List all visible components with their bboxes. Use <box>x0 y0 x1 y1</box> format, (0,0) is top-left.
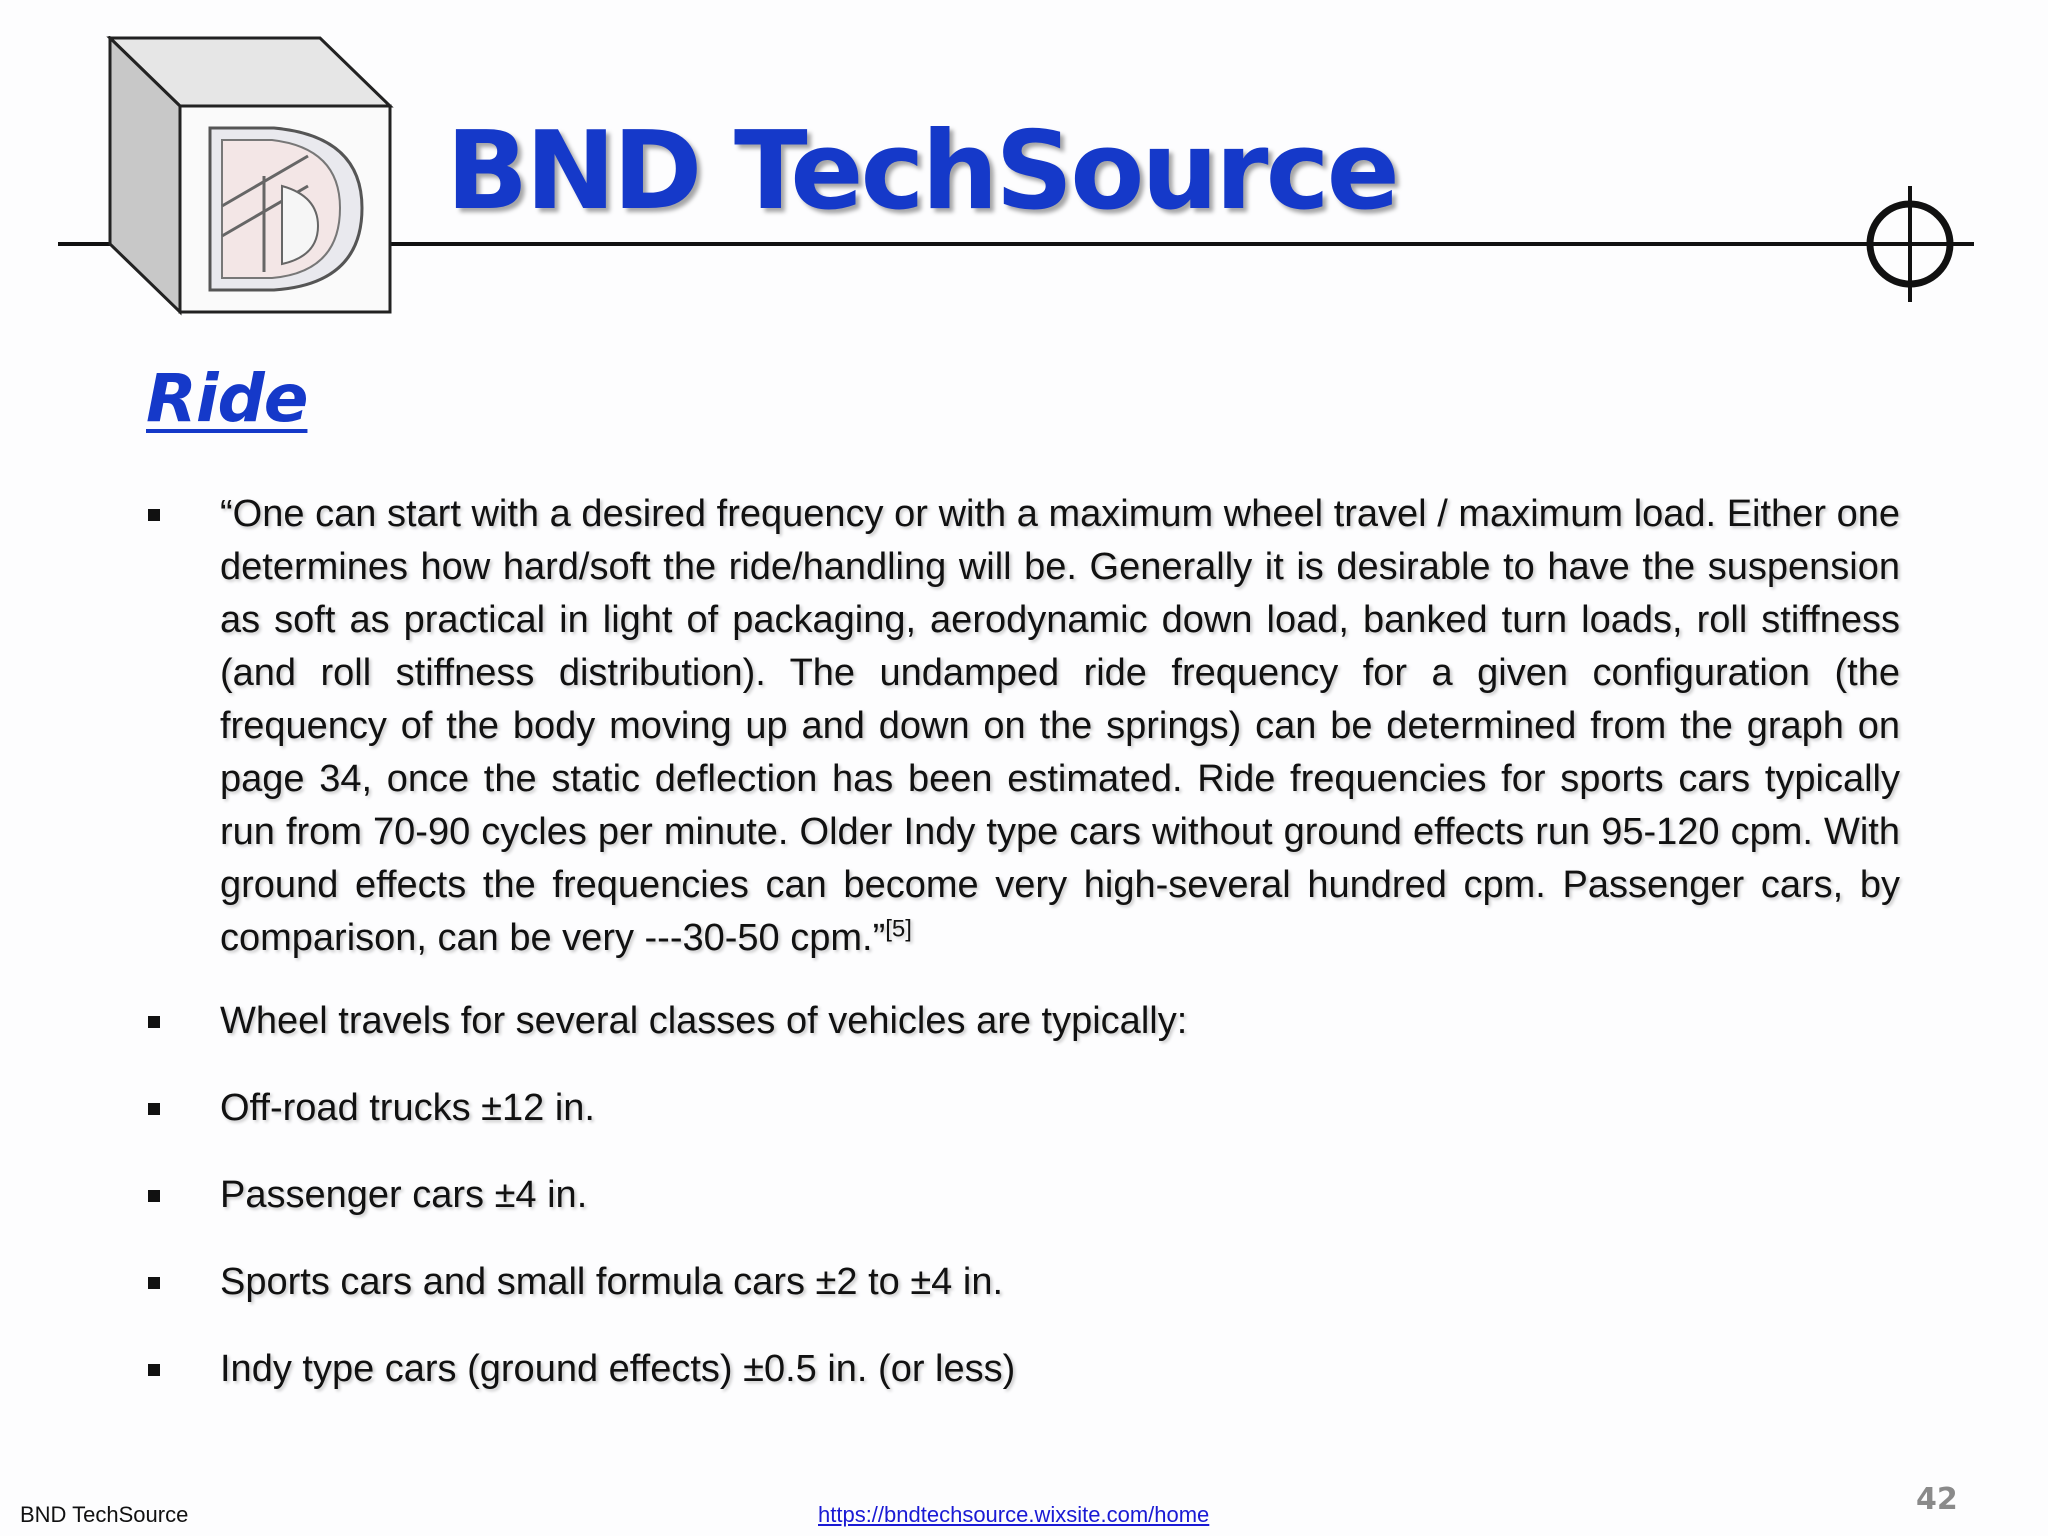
quote-text: “One can start with a desired frequency or with a maximum wheel travel / maximum load. Either one determines how hard/soft the ride/handling will be. Generally it is desirable to have the suspension as soft as practical in light of packaging, aerodynamic down load, banked turn loads, roll stiffness (and roll stiffness distribution). The undamped ride frequency for a given configuration (the frequency of the body moving up and down on the springs) can be determined from the graph on page 34, once the static deflection has been estimated. Ride frequencies for sports cars typically run from 70-90 cycles per minute. Older Indy type cars without ground effects run 95-120 cpm. With ground effects the frequencies can become very high-several hundred cpm. Passenger cars, by comparison, can be very ---30-50 cpm.” <box>220 493 1900 959</box>
list-item <box>140 1343 1900 1396</box>
list-item-text: Sports cars and small formula cars ±2 to ±4 in. <box>220 1261 1004 1303</box>
bullet-square-icon <box>148 1190 160 1202</box>
list-item <box>140 1082 1900 1135</box>
list-item <box>140 1169 1900 1222</box>
section-title: Ride <box>146 360 308 437</box>
list-item <box>140 1256 1900 1309</box>
citation-ref: [5] <box>885 915 912 943</box>
list-item <box>140 488 1900 965</box>
bullet-list <box>140 488 1900 1430</box>
crosshair-icon <box>1862 186 1966 302</box>
bullet-square-icon <box>148 1103 160 1115</box>
bnd-cube-logo-icon <box>104 36 396 316</box>
list-item-text: Passenger cars ±4 in. <box>220 1174 588 1216</box>
bullet-square-icon <box>148 509 160 521</box>
brand-title: BND TechSource <box>446 109 1397 234</box>
list-item-text: Indy type cars (ground effects) ±0.5 in. (or less) <box>220 1348 1016 1390</box>
footer-brand-label: BND TechSource <box>20 1502 189 1527</box>
bullet-square-icon <box>148 1364 160 1376</box>
bullet-square-icon <box>148 1016 160 1028</box>
list-item-text: Wheel travels for several classes of vehicles are typically: <box>220 1000 1188 1042</box>
page-number: 42 <box>1916 1482 1958 1517</box>
bullet-square-icon <box>148 1277 160 1289</box>
footer-website-link[interactable]: https://bndtechsource.wixsite.com/home <box>818 1502 1210 1527</box>
list-item-text: Off-road trucks ±12 in. <box>220 1087 595 1129</box>
list-item <box>140 995 1900 1048</box>
